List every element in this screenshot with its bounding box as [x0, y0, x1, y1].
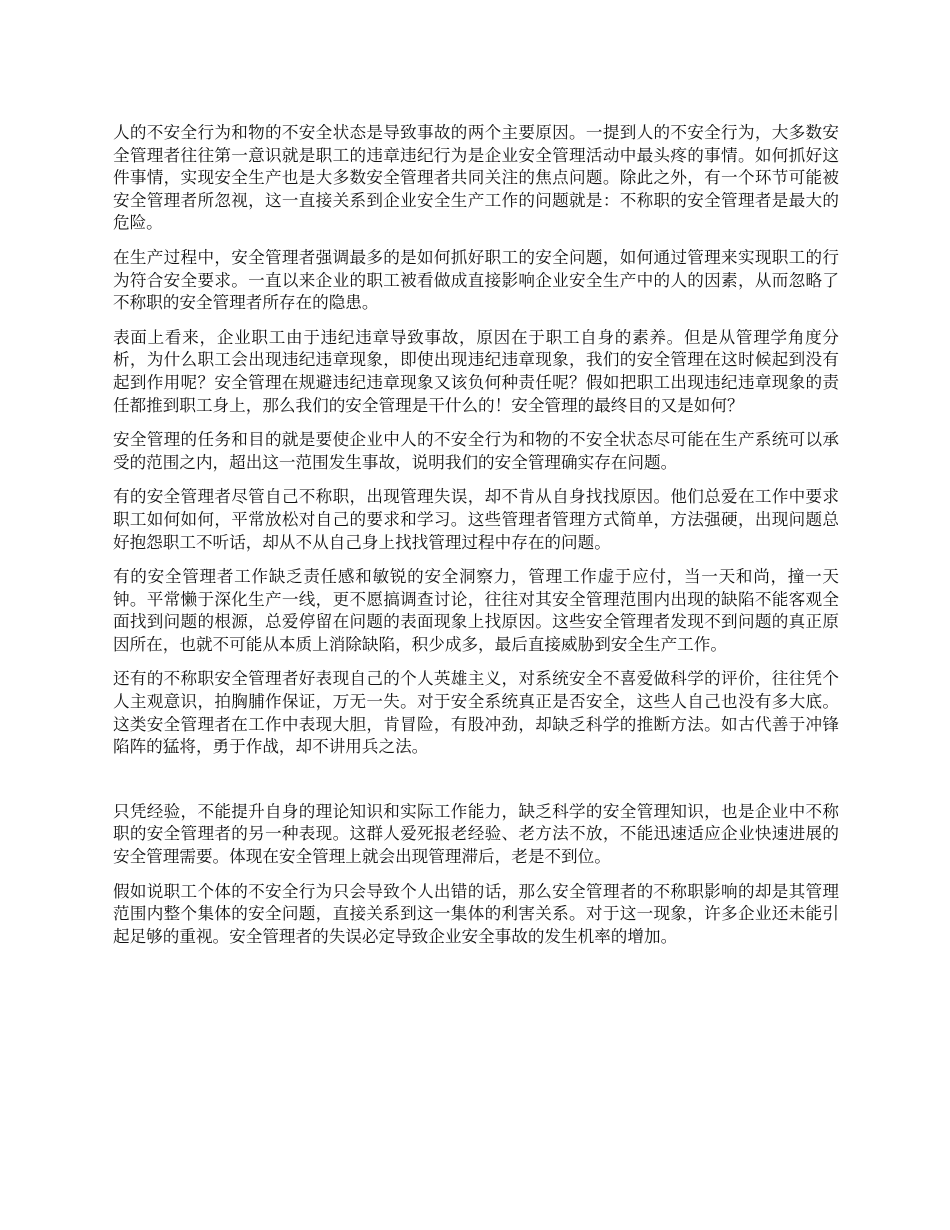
paragraph-9: 假如说职工个体的不安全行为只会导致个人出错的话，那么安全管理者的不称职影响的却是其管理范围内整个集体的安全问题，直接关系到这一集体的利害关系。对于这一现象，许多企业还未能引起足够的重视。安全管理者的失误必定导致企业安全事故的发生机率的增加。: [113, 881, 839, 946]
paragraph-8: 只凭经验，不能提升自身的理论知识和实际工作能力，缺乏科学的安全管理知识，也是企业中不称职的安全管理者的另一种表现。这群人爱死报老经验、老方法不放，不能迅速适应企业快速进展的安全管理需要。体现在安全管理上就会出现管理滞后，老是不到位。: [113, 801, 839, 867]
document-body: [113, 122, 839, 960]
paragraph-2: 在生产过程中，安全管理者强调最多的是如何抓好职工的安全问题，如何通过管理来实现职工的行为符合安全要求。一直以来企业的职工被看做成直接影响企业安全生产中的人的因素，从而忽略了不称职的安全管理者所存在的隐患。: [113, 247, 839, 313]
paragraph-6: 有的安全管理者工作缺乏责任感和敏锐的安全洞察力，管理工作虚于应付，当一天和尚，撞一天钟。平常懒于深化生产一线，更不愿搞调查讨论，往往对其安全管理范围内出现的缺陷不能客观全面找到问题的根源，总爱停留在问题的表面现象上找原因。这些安全管理者发现不到问题的真正原因所在，也就不可能从本质上消除缺陷，积少成多，最后直接威胁到安全生产工作。: [113, 567, 839, 654]
paragraph-4: 安全管理的任务和目的就是要使企业中人的不安全行为和物的不安全状态尽可能在生产系统可以承受的范围之内，超出这一范围发生事故，说明我们的安全管理确实存在问题。: [113, 430, 839, 472]
section-gap: [113, 771, 839, 801]
paragraph-1: 人的不安全行为和物的不安全状态是导致事故的两个主要原因。一提到人的不安全行为，大多数安全管理者往往第一意识就是职工的违章违纪行为是企业安全管理活动中最头疼的事情。如何抓好这件事情，实现安全生产也是大多数安全管理者共同关注的焦点问题。除此之外，有一个环节可能被安全管理者所忽视，这一直接关系到企业安全生产工作的问题就是：不称职的安全管理者是最大的危险。: [113, 123, 839, 233]
paragraph-3: 表面上看来，企业职工由于违纪违章导致事故，原因在于职工自身的素养。但是从管理学角度分析，为什么职工会出现违纪违章现象，即使出现违纪违章现象，我们的安全管理在这时候起到没有起到作用呢？安全管理在规避违纪违章现象又该负何种责任呢？假如把职工出现违纪违章现象的责任都推到职工身上，那么我们的安全管理是干什么的！安全管理的最终目的又是如何？: [113, 327, 839, 415]
paragraph-7: 还有的不称职安全管理者好表现自己的个人英雄主义，对系统安全不喜爱做科学的评价，往往凭个人主观意识，拍胸脯作保证，万无一失。对于安全系统真正是否安全，这些人自己也没有多大底。这类安全管理者在工作中表现大胆，肯冒险，有股冲劲，却缺乏科学的推断方法。如古代善于冲锋陷阵的猛将，勇于作战，却不讲用兵之法。: [113, 669, 839, 757]
paragraph-5: 有的安全管理者尽管自己不称职，出现管理失误，却不肯从自身找找原因。他们总爱在工作中要求职工如何如何，平常放松对自己的要求和学习。这些管理者管理方式简单，方法强硬，出现问题总好抱怨职工不听话，却从不从自己身上找找管理过程中存在的问题。: [113, 487, 839, 552]
